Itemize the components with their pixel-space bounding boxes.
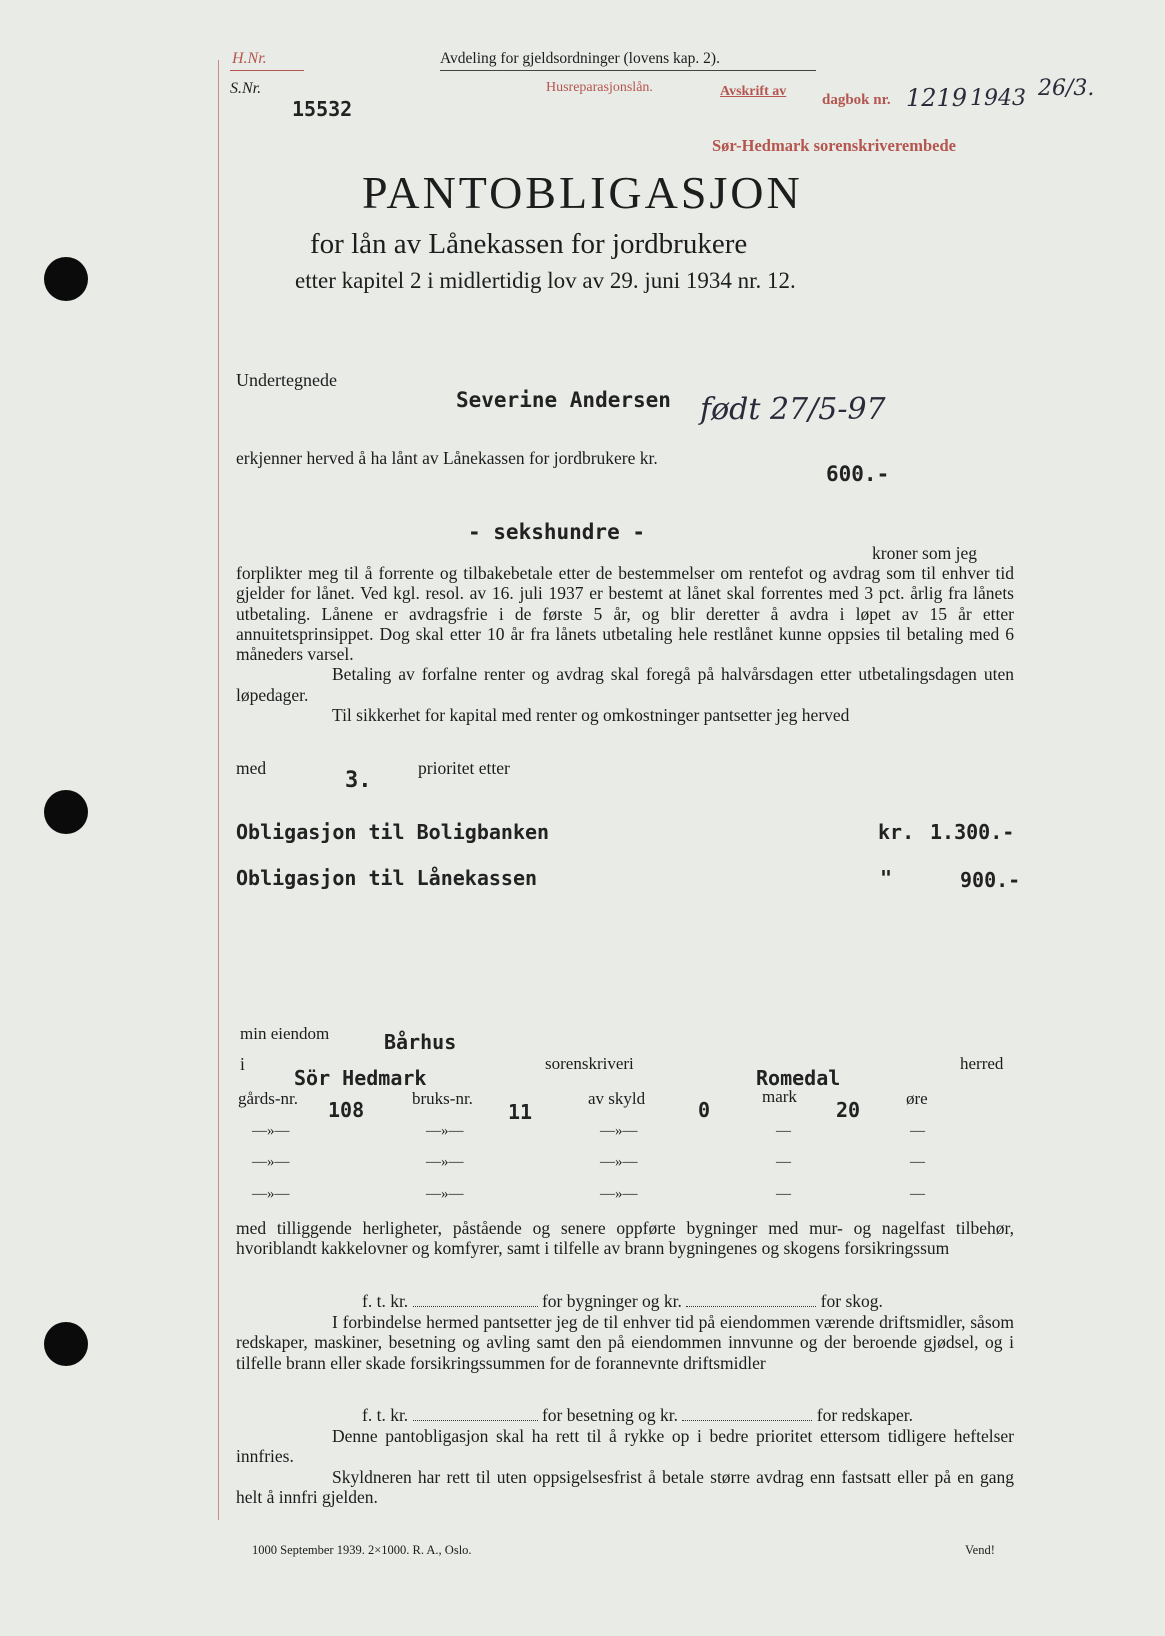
dotted-blank <box>682 1408 812 1421</box>
debtor-name: Severine Andersen <box>456 388 671 412</box>
ditto-mark: —»— <box>600 1154 638 1170</box>
dotted-blank <box>413 1294 538 1307</box>
clause-3-text: Denne pantobligasjon skal ha rett til å rykke op i bedre prioritet ettersom tidligere heftelser innfries. <box>236 1426 1014 1467</box>
h-nr-label: H.Nr. <box>232 50 267 67</box>
for-bygninger-label: for bygninger og kr. <box>541 1291 682 1311</box>
ftkr-line-1 <box>362 1291 883 1312</box>
dagbok-number: 1219 <box>906 84 968 112</box>
dash-mark: — <box>776 1123 791 1139</box>
ditto-mark: —»— <box>600 1186 638 1202</box>
mark-value: 20 <box>836 1098 861 1122</box>
priority-item-amount: 1.300.- <box>930 820 1015 844</box>
priority-item-currency: kr. <box>878 820 915 844</box>
priority-item-label: Obligasjon til Lånekassen <box>236 866 538 890</box>
ftkr-label: f. t. kr. <box>362 1291 409 1311</box>
clause-2 <box>236 1312 1014 1373</box>
department-heading: Avdeling for gjeldsordninger (lovens kap. 2). <box>440 50 720 67</box>
undertegnede-label <box>236 370 337 391</box>
clause-4 <box>236 1467 1014 1508</box>
clause-3 <box>236 1426 1014 1467</box>
herred-name: Romedal <box>756 1066 841 1090</box>
margin-rule <box>218 60 219 1520</box>
print-info: 1000 September 1939. 2×1000. R. A., Oslo. <box>252 1543 472 1557</box>
terms-paragraph-3: Til sikkerhet for kapital med renter og omkostninger pantsetter jeg herved <box>332 705 850 726</box>
loan-type: Husreparasjonslån. <box>546 80 653 95</box>
vend-note: Vend! <box>965 1543 995 1557</box>
priority-item-amount: 900.- <box>960 868 1021 892</box>
med-label: med <box>236 758 267 778</box>
document-subtitle: for lån av Lånekassen for jordbrukere <box>310 228 748 260</box>
skyld-value: 0 <box>698 1098 711 1122</box>
gards-nr-label: gårds-nr. <box>238 1089 298 1108</box>
punch-hole <box>44 1322 88 1366</box>
dotted-blank <box>686 1294 816 1307</box>
loan-amount: 600.- <box>826 462 890 486</box>
for-besetning-label: for besetning og kr. <box>541 1405 679 1425</box>
ditto-mark: —»— <box>252 1154 290 1170</box>
clause-2-text: I forbindelse hermed pantsetter jeg de til enhver tid på eiendommen værende driftsmidler, såsom redskaper, maskiner, besetning og avling samt den på eiendommen innvunne og der beroende gjødsel, og i tilfelle brann eller skade forsikringssummen for de forannevnte driftsmidler <box>236 1312 1014 1373</box>
priority-item-label: Obligasjon til Boligbanken <box>236 820 550 844</box>
ditto-mark: —»— <box>600 1123 638 1139</box>
ditto-mark: —»— <box>252 1186 290 1202</box>
stamp-dagbok-label: dagbok nr. <box>822 92 891 108</box>
clause-1-text: med tilliggende herligheter, påstående og senere oppførte bygninger med mur- og nagelfast tilbehør, hvoriblandt kakkelovner og komfyrer, samt i tilfelle av brann bygningenes og skogens forsikringssum <box>236 1218 1014 1259</box>
clause-4-text: Skyldneren har rett til uten oppsigelsesfrist å betale større avdrag enn fastsatt eller på en gang helt å innfri gjelden. <box>236 1467 1014 1508</box>
terms-paragraph-2: Betaling av forfalne renter og avdrag skal foregå på halvårsdagen etter utbetalingsdagen uten løpedager. <box>236 664 1014 705</box>
undertegnede-text: Undertegnede <box>236 370 337 390</box>
s-nr-label: S.Nr. <box>230 80 262 97</box>
amount-in-words: - sekshundre - <box>468 520 646 544</box>
acknowledgement-text: erkjenner herved å ha lånt av Lånekassen for jordbrukere kr. <box>236 448 658 468</box>
skyld-label: av skyld <box>588 1089 646 1108</box>
for-skog-label: for skog. <box>820 1291 883 1311</box>
kroner-text: kroner som jeg <box>872 543 977 563</box>
terms-paragraph-1: forplikter meg til å forrente og tilbakebetale etter de bestemmelser om rentefot og avdrag som til enhver tid gjelder for lånet. Ved kgl. resol. av 16. juli 1937 er bestemt at lånet skal forrentes med 3 pct. årlig fra lånets utbetaling. Lånene er avdragsfrie i de første 5 år, og blir deretter å avdra i løpet av 15 år etter annuitetsprinsippet. Dog skal etter 10 år fra lånets utbetaling hele restlånet kunne oppsies til betaling med 6 måneders varsel. <box>236 563 1014 665</box>
dash-mark: — <box>776 1154 791 1170</box>
for-redskaper-label: for redskaper. <box>816 1405 913 1425</box>
ditto-mark: —»— <box>252 1123 290 1139</box>
property-name: Bårhus <box>384 1030 457 1054</box>
h-nr-rule <box>230 70 304 71</box>
office-stamp: Sør-Hedmark sorenskriverembede <box>712 136 956 155</box>
priority-after-label: prioritet etter <box>418 758 510 778</box>
bruks-nr-value: 11 <box>508 1100 533 1124</box>
punch-hole <box>44 257 88 301</box>
dash-mark: — <box>910 1123 925 1139</box>
herred-label: herred <box>960 1054 1004 1073</box>
document-legal-basis: etter kapitel 2 i midlertidig lov av 29. juni 1934 nr. 12. <box>295 268 796 293</box>
stamp-avskrift: Avskrift av <box>720 84 787 99</box>
sorenskriveri-label: sorenskriveri <box>545 1054 634 1073</box>
ore-label: øre <box>906 1089 928 1108</box>
dash-mark: — <box>910 1154 925 1170</box>
min-eiendom-label: min eiendom <box>240 1024 330 1043</box>
ftkr-line-2 <box>362 1405 913 1426</box>
s-nr-value: 15532 <box>292 97 353 121</box>
terms-block <box>236 563 1014 725</box>
ditto-mark: —»— <box>426 1186 464 1202</box>
department-rule <box>440 70 816 71</box>
gards-nr-value: 108 <box>328 1098 365 1122</box>
debtor-born-note: født 27/5-97 <box>700 392 886 427</box>
bruks-nr-label: bruks-nr. <box>412 1089 473 1108</box>
document-title: PANTOBLIGASJON <box>362 167 803 218</box>
dagbok-date: 26/3. <box>1038 76 1095 101</box>
ftkr-label: f. t. kr. <box>362 1405 409 1425</box>
dash-mark: — <box>910 1186 925 1202</box>
punch-hole <box>44 790 88 834</box>
dash-mark: — <box>776 1186 791 1202</box>
i-label: i <box>240 1054 245 1074</box>
priority-rank: 3. <box>345 768 372 793</box>
priority-item-currency: " <box>880 866 893 890</box>
dotted-blank <box>413 1408 538 1421</box>
ditto-mark: —»— <box>426 1154 464 1170</box>
dagbok-year: 1943 <box>970 86 1026 111</box>
property-district: Sör Hedmark <box>294 1066 427 1090</box>
mark-label: mark <box>762 1087 797 1106</box>
ditto-mark: —»— <box>426 1123 464 1139</box>
clause-1 <box>236 1218 1014 1259</box>
